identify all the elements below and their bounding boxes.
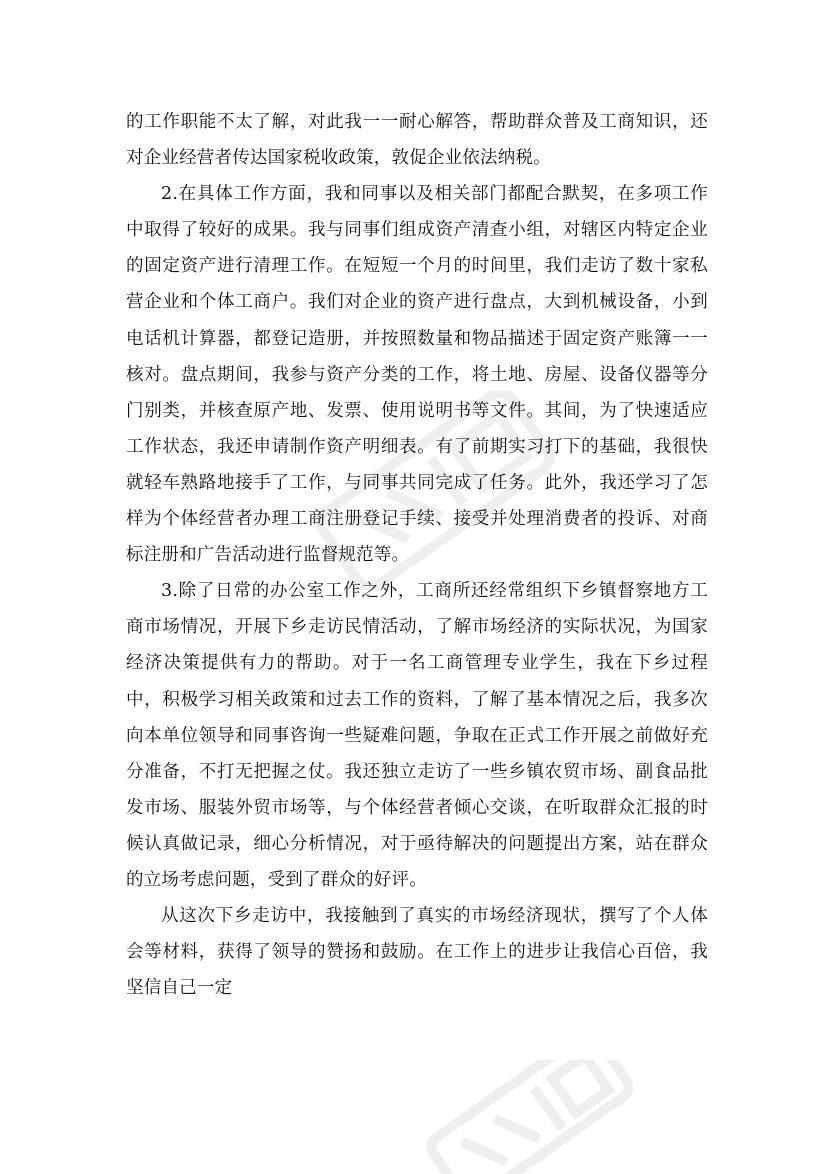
watermark-logo-icon-bottom: [410, 1060, 650, 1174]
paragraph-item-2: 2.在具体工作方面，我和同事以及相关部门都配合默契，在多项工作中取得了较好的成果。我与同事们组成资产清查小组，对辖区内特定企业的固定资产进行清理工作。在短短一个月的时间里，我们走访了数十家私营企业和个体工商户。我们对企业的资产进行盘点，大到机械设备，小到电话机计算器，都登记造册，并按照数量和物品描述于固定资产账簿一一核对。盘点期间，我参与资产分类的工作，将土地、房屋、设备仪器等分门别类，并核查原产地、发票、使用说明书等文件。其间，为了快速适应工作状态，我还申请制作资产明细表。有了前期实习打下的基础，我很快就轻车熟路地接手了工作，与同事共同完成了任务。此外，我还学习了怎样为个体经营者办理工商注册登记手续、接受并处理消费者的投诉、对商标注册和广告活动进行监督规范等。: [126, 184, 708, 566]
paragraph-item-3: 3.除了日常的办公室工作之外，工商所还经常组织下乡镇督察地方工商市场情况，开展下乡走访民情活动，了解市场经济的实际状况，为国家经济决策提供有力的帮助。对于一名工商管理专业学生，我在下乡过程中，积极学习相关政策和过去工作的资料，了解了基本情况之后，我多次向本单位领导和同事咨询一些疑难问题，争取在正式工作开展之前做好充分准备，不打无把握之仗。我还独立走访了一些乡镇农贸市场、副食品批发市场、服装外贸市场等，与个体经营者倾心交谈，在听取群众汇报的时候认真做记录，细心分析情况，对于亟待解决的问题提出方案，站在群众的立场考虑问题，受到了群众的好评。: [126, 581, 708, 890]
document-body: [126, 104, 708, 1006]
paragraph-continued: 的工作职能不太了解，对此我一一耐心解答，帮助群众普及工商知识，还对企业经营者传达国家税收政策，敦促企业依法纳税。: [126, 112, 708, 169]
paragraph-conclusion: 从这次下乡走访中，我接触到了真实的市场经济现状，撰写了个人体会等材料，获得了领导的赞扬和鼓励。在工作上的进步让我信心百倍，我坚信自己一定: [126, 906, 708, 999]
